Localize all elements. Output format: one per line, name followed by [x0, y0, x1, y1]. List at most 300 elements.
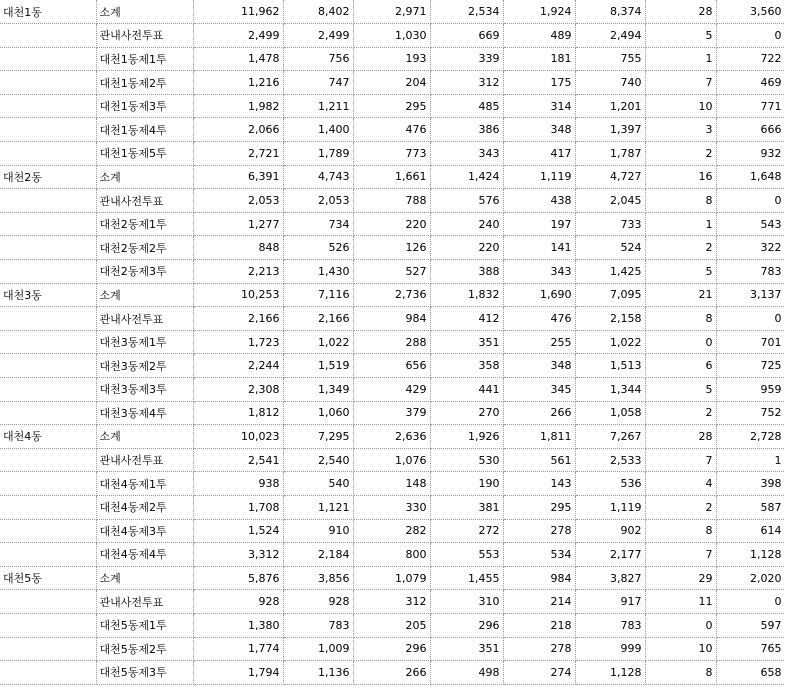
value-cell[interactable]: 2,213 — [193, 260, 283, 284]
district-cell[interactable] — [0, 519, 96, 543]
value-cell[interactable]: 756 — [283, 47, 353, 71]
value-cell[interactable]: 524 — [575, 236, 645, 260]
value-cell[interactable]: 0 — [716, 189, 785, 213]
value-cell[interactable]: 3,312 — [193, 543, 283, 567]
value-cell[interactable]: 1,060 — [283, 401, 353, 425]
value-cell[interactable]: 379 — [353, 401, 430, 425]
value-cell[interactable]: 1,648 — [716, 165, 785, 189]
value-cell[interactable]: 21 — [645, 283, 716, 307]
value-cell[interactable]: 296 — [430, 613, 503, 637]
value-cell[interactable]: 282 — [353, 519, 430, 543]
district-cell[interactable] — [0, 307, 96, 331]
value-cell[interactable]: 141 — [503, 236, 575, 260]
value-cell[interactable]: 312 — [353, 590, 430, 614]
poll-cell[interactable]: 대천1동제3투 — [96, 94, 193, 118]
district-cell[interactable]: 대천4동 — [0, 425, 96, 449]
district-cell[interactable] — [0, 189, 96, 213]
value-cell[interactable]: 765 — [716, 637, 785, 661]
value-cell[interactable]: 984 — [503, 566, 575, 590]
value-cell[interactable]: 553 — [430, 543, 503, 567]
value-cell[interactable]: 126 — [353, 236, 430, 260]
value-cell[interactable]: 2,499 — [283, 24, 353, 48]
value-cell[interactable]: 2,184 — [283, 543, 353, 567]
poll-cell[interactable]: 대천1동제5투 — [96, 142, 193, 166]
value-cell[interactable]: 1,519 — [283, 354, 353, 378]
value-cell[interactable]: 220 — [353, 212, 430, 236]
value-cell[interactable]: 917 — [575, 590, 645, 614]
value-cell[interactable]: 2,533 — [575, 448, 645, 472]
district-cell[interactable] — [0, 94, 96, 118]
value-cell[interactable]: 498 — [430, 661, 503, 685]
value-cell[interactable]: 10,253 — [193, 283, 283, 307]
value-cell[interactable]: 1,079 — [353, 566, 430, 590]
value-cell[interactable]: 10 — [645, 94, 716, 118]
poll-cell[interactable]: 대천3동제3투 — [96, 378, 193, 402]
value-cell[interactable]: 295 — [503, 495, 575, 519]
value-cell[interactable]: 3,137 — [716, 283, 785, 307]
value-cell[interactable]: 2,494 — [575, 24, 645, 48]
value-cell[interactable]: 2,066 — [193, 118, 283, 142]
value-cell[interactable]: 386 — [430, 118, 503, 142]
value-cell[interactable]: 783 — [283, 613, 353, 637]
value-cell[interactable]: 2,053 — [193, 189, 283, 213]
value-cell[interactable]: 266 — [353, 661, 430, 685]
poll-cell[interactable]: 소계 — [96, 165, 193, 189]
value-cell[interactable]: 1,128 — [575, 661, 645, 685]
value-cell[interactable]: 1,022 — [575, 330, 645, 354]
value-cell[interactable]: 788 — [353, 189, 430, 213]
value-cell[interactable]: 205 — [353, 613, 430, 637]
value-cell[interactable]: 773 — [353, 142, 430, 166]
district-cell[interactable] — [0, 47, 96, 71]
value-cell[interactable]: 0 — [645, 613, 716, 637]
value-cell[interactable]: 220 — [430, 236, 503, 260]
value-cell[interactable]: 7,116 — [283, 283, 353, 307]
value-cell[interactable]: 296 — [353, 637, 430, 661]
value-cell[interactable]: 1 — [645, 47, 716, 71]
value-cell[interactable]: 1,119 — [575, 495, 645, 519]
value-cell[interactable]: 1,787 — [575, 142, 645, 166]
value-cell[interactable]: 266 — [503, 401, 575, 425]
value-cell[interactable]: 485 — [430, 94, 503, 118]
value-cell[interactable]: 2 — [645, 236, 716, 260]
value-cell[interactable]: 1,794 — [193, 661, 283, 685]
value-cell[interactable]: 1,009 — [283, 637, 353, 661]
value-cell[interactable]: 1,201 — [575, 94, 645, 118]
district-cell[interactable] — [0, 354, 96, 378]
value-cell[interactable]: 959 — [716, 378, 785, 402]
value-cell[interactable]: 1,211 — [283, 94, 353, 118]
table-row — [0, 425, 785, 449]
district-cell[interactable] — [0, 637, 96, 661]
value-cell[interactable]: 536 — [575, 472, 645, 496]
value-cell[interactable]: 312 — [430, 71, 503, 95]
value-cell[interactable]: 29 — [645, 566, 716, 590]
value-cell[interactable]: 274 — [503, 661, 575, 685]
value-cell[interactable]: 2,308 — [193, 378, 283, 402]
value-cell[interactable]: 587 — [716, 495, 785, 519]
value-cell[interactable]: 6,391 — [193, 165, 283, 189]
value-cell[interactable]: 2 — [645, 495, 716, 519]
district-cell[interactable] — [0, 260, 96, 284]
value-cell[interactable]: 5 — [645, 378, 716, 402]
district-cell[interactable] — [0, 212, 96, 236]
value-cell[interactable]: 343 — [430, 142, 503, 166]
district-cell[interactable] — [0, 71, 96, 95]
value-cell[interactable]: 4,727 — [575, 165, 645, 189]
value-cell[interactable]: 2,534 — [430, 0, 503, 24]
value-cell[interactable]: 2,244 — [193, 354, 283, 378]
poll-cell[interactable]: 대천3동제1투 — [96, 330, 193, 354]
value-cell[interactable]: 240 — [430, 212, 503, 236]
value-cell[interactable]: 28 — [645, 425, 716, 449]
district-cell[interactable] — [0, 495, 96, 519]
value-cell[interactable]: 310 — [430, 590, 503, 614]
value-cell[interactable]: 476 — [503, 307, 575, 331]
value-cell[interactable]: 345 — [503, 378, 575, 402]
table-row — [0, 212, 785, 236]
value-cell[interactable]: 358 — [430, 354, 503, 378]
poll-cell[interactable]: 관내사전투표 — [96, 590, 193, 614]
value-cell[interactable]: 1,789 — [283, 142, 353, 166]
poll-cell[interactable]: 관내사전투표 — [96, 448, 193, 472]
value-cell[interactable]: 2,541 — [193, 448, 283, 472]
value-cell[interactable]: 1,513 — [575, 354, 645, 378]
value-cell[interactable]: 214 — [503, 590, 575, 614]
value-cell[interactable]: 197 — [503, 212, 575, 236]
value-cell[interactable]: 278 — [503, 519, 575, 543]
poll-cell[interactable]: 대천4동제2투 — [96, 495, 193, 519]
value-cell[interactable]: 1,690 — [503, 283, 575, 307]
value-cell[interactable]: 4 — [645, 472, 716, 496]
value-cell[interactable]: 597 — [716, 613, 785, 637]
value-cell[interactable]: 429 — [353, 378, 430, 402]
value-cell[interactable]: 0 — [716, 590, 785, 614]
value-cell[interactable]: 7,295 — [283, 425, 353, 449]
poll-cell[interactable]: 대천5동제3투 — [96, 661, 193, 685]
district-cell[interactable] — [0, 543, 96, 567]
value-cell[interactable]: 526 — [283, 236, 353, 260]
value-cell[interactable]: 16 — [645, 165, 716, 189]
value-cell[interactable]: 1,708 — [193, 495, 283, 519]
value-cell[interactable]: 2,728 — [716, 425, 785, 449]
value-cell[interactable]: 1,121 — [283, 495, 353, 519]
district-cell[interactable] — [0, 590, 96, 614]
district-cell[interactable]: 대천3동 — [0, 283, 96, 307]
value-cell[interactable]: 3,856 — [283, 566, 353, 590]
value-cell[interactable]: 3,560 — [716, 0, 785, 24]
value-cell[interactable]: 1,022 — [283, 330, 353, 354]
value-cell[interactable]: 2,166 — [283, 307, 353, 331]
value-cell[interactable]: 2,020 — [716, 566, 785, 590]
value-cell[interactable]: 0 — [716, 24, 785, 48]
value-cell[interactable]: 1 — [645, 212, 716, 236]
district-cell[interactable] — [0, 236, 96, 260]
value-cell[interactable]: 5 — [645, 260, 716, 284]
value-cell[interactable]: 1,812 — [193, 401, 283, 425]
value-cell[interactable]: 351 — [430, 637, 503, 661]
value-cell[interactable]: 8 — [645, 519, 716, 543]
district-cell[interactable] — [0, 613, 96, 637]
value-cell[interactable]: 8,402 — [283, 0, 353, 24]
value-cell[interactable]: 28 — [645, 0, 716, 24]
value-cell[interactable]: 755 — [575, 47, 645, 71]
poll-cell[interactable]: 관내사전투표 — [96, 24, 193, 48]
poll-cell[interactable]: 대천2동제3투 — [96, 260, 193, 284]
value-cell[interactable]: 330 — [353, 495, 430, 519]
value-cell[interactable]: 388 — [430, 260, 503, 284]
table-row — [0, 142, 785, 166]
value-cell[interactable]: 614 — [716, 519, 785, 543]
value-cell[interactable]: 2,736 — [353, 283, 430, 307]
value-cell[interactable]: 441 — [430, 378, 503, 402]
district-cell[interactable]: 대천1동 — [0, 0, 96, 24]
value-cell[interactable]: 669 — [430, 24, 503, 48]
value-cell[interactable]: 412 — [430, 307, 503, 331]
value-cell[interactable]: 2,721 — [193, 142, 283, 166]
value-cell[interactable]: 1 — [716, 448, 785, 472]
value-cell[interactable]: 7,267 — [575, 425, 645, 449]
value-cell[interactable]: 272 — [430, 519, 503, 543]
value-cell[interactable]: 278 — [503, 637, 575, 661]
value-cell[interactable]: 2,158 — [575, 307, 645, 331]
value-cell[interactable]: 576 — [430, 189, 503, 213]
value-cell[interactable]: 288 — [353, 330, 430, 354]
value-cell[interactable]: 848 — [193, 236, 283, 260]
district-cell[interactable] — [0, 401, 96, 425]
value-cell[interactable]: 270 — [430, 401, 503, 425]
poll-cell[interactable]: 대천4동제1투 — [96, 472, 193, 496]
value-cell[interactable]: 2,166 — [193, 307, 283, 331]
value-cell[interactable]: 7,095 — [575, 283, 645, 307]
value-cell[interactable]: 902 — [575, 519, 645, 543]
district-cell[interactable] — [0, 448, 96, 472]
value-cell[interactable]: 348 — [503, 354, 575, 378]
value-cell[interactable]: 11 — [645, 590, 716, 614]
poll-cell[interactable]: 대천1동제1투 — [96, 47, 193, 71]
district-cell[interactable] — [0, 378, 96, 402]
value-cell[interactable]: 1,924 — [503, 0, 575, 24]
value-cell[interactable]: 8 — [645, 189, 716, 213]
value-cell[interactable]: 1,397 — [575, 118, 645, 142]
value-cell[interactable]: 175 — [503, 71, 575, 95]
value-cell[interactable]: 8,374 — [575, 0, 645, 24]
value-cell[interactable]: 469 — [716, 71, 785, 95]
value-cell[interactable]: 1,344 — [575, 378, 645, 402]
value-cell[interactable]: 218 — [503, 613, 575, 637]
value-cell[interactable]: 800 — [353, 543, 430, 567]
poll-cell[interactable]: 대천5동제1투 — [96, 613, 193, 637]
value-cell[interactable]: 999 — [575, 637, 645, 661]
value-cell[interactable]: 6 — [645, 354, 716, 378]
value-cell[interactable]: 1,424 — [430, 165, 503, 189]
value-cell[interactable]: 314 — [503, 94, 575, 118]
value-cell[interactable]: 148 — [353, 472, 430, 496]
value-cell[interactable]: 348 — [503, 118, 575, 142]
poll-cell[interactable]: 관내사전투표 — [96, 189, 193, 213]
value-cell[interactable]: 10 — [645, 637, 716, 661]
district-cell[interactable]: 대천5동 — [0, 566, 96, 590]
district-cell[interactable] — [0, 24, 96, 48]
value-cell[interactable]: 530 — [430, 448, 503, 472]
value-cell[interactable]: 7 — [645, 71, 716, 95]
value-cell[interactable]: 725 — [716, 354, 785, 378]
value-cell[interactable]: 204 — [353, 71, 430, 95]
value-cell[interactable]: 476 — [353, 118, 430, 142]
value-cell[interactable]: 5 — [645, 24, 716, 48]
value-cell[interactable]: 2,045 — [575, 189, 645, 213]
value-cell[interactable]: 910 — [283, 519, 353, 543]
table-row — [0, 472, 785, 496]
value-cell[interactable]: 2,540 — [283, 448, 353, 472]
value-cell[interactable]: 1,128 — [716, 543, 785, 567]
value-cell[interactable]: 932 — [716, 142, 785, 166]
value-cell[interactable]: 527 — [353, 260, 430, 284]
value-cell[interactable]: 3,827 — [575, 566, 645, 590]
value-cell[interactable]: 2,971 — [353, 0, 430, 24]
value-cell[interactable]: 1,425 — [575, 260, 645, 284]
poll-cell[interactable]: 소계 — [96, 425, 193, 449]
value-cell[interactable]: 1,430 — [283, 260, 353, 284]
value-cell[interactable]: 928 — [193, 590, 283, 614]
value-cell[interactable]: 1,058 — [575, 401, 645, 425]
value-cell[interactable]: 1,661 — [353, 165, 430, 189]
value-cell[interactable]: 143 — [503, 472, 575, 496]
table-row — [0, 661, 785, 685]
value-cell[interactable]: 181 — [503, 47, 575, 71]
poll-cell[interactable]: 대천1동제2투 — [96, 71, 193, 95]
poll-cell[interactable]: 관내사전투표 — [96, 307, 193, 331]
value-cell[interactable]: 190 — [430, 472, 503, 496]
value-cell[interactable]: 1,136 — [283, 661, 353, 685]
value-cell[interactable]: 1,455 — [430, 566, 503, 590]
value-cell[interactable]: 0 — [645, 330, 716, 354]
value-cell[interactable]: 783 — [575, 613, 645, 637]
value-cell[interactable]: 540 — [283, 472, 353, 496]
value-cell[interactable]: 5,876 — [193, 566, 283, 590]
value-cell[interactable]: 658 — [716, 661, 785, 685]
value-cell[interactable]: 193 — [353, 47, 430, 71]
poll-cell[interactable]: 대천2동제1투 — [96, 212, 193, 236]
value-cell[interactable]: 2,053 — [283, 189, 353, 213]
value-cell[interactable]: 489 — [503, 24, 575, 48]
value-cell[interactable]: 928 — [283, 590, 353, 614]
value-cell[interactable]: 534 — [503, 543, 575, 567]
value-cell[interactable]: 984 — [353, 307, 430, 331]
poll-cell[interactable]: 대천5동제2투 — [96, 637, 193, 661]
value-cell[interactable]: 1,030 — [353, 24, 430, 48]
district-cell[interactable] — [0, 142, 96, 166]
poll-cell[interactable]: 소계 — [96, 566, 193, 590]
value-cell[interactable]: 747 — [283, 71, 353, 95]
value-cell[interactable]: 734 — [283, 212, 353, 236]
value-cell[interactable]: 1,926 — [430, 425, 503, 449]
value-cell[interactable]: 1,380 — [193, 613, 283, 637]
district-cell[interactable] — [0, 330, 96, 354]
poll-cell[interactable]: 대천2동제2투 — [96, 236, 193, 260]
value-cell[interactable]: 938 — [193, 472, 283, 496]
value-cell[interactable]: 2,636 — [353, 425, 430, 449]
value-cell[interactable]: 322 — [716, 236, 785, 260]
poll-cell[interactable]: 소계 — [96, 0, 193, 24]
table-row — [0, 566, 785, 590]
value-cell[interactable]: 4,743 — [283, 165, 353, 189]
poll-cell[interactable]: 대천3동제2투 — [96, 354, 193, 378]
value-cell[interactable]: 1,832 — [430, 283, 503, 307]
table-row — [0, 47, 785, 71]
value-cell[interactable]: 2,499 — [193, 24, 283, 48]
value-cell[interactable]: 1,478 — [193, 47, 283, 71]
value-cell[interactable]: 1,774 — [193, 637, 283, 661]
district-cell[interactable] — [0, 661, 96, 685]
value-cell[interactable]: 351 — [430, 330, 503, 354]
value-cell[interactable]: 1,216 — [193, 71, 283, 95]
table-row — [0, 543, 785, 567]
value-cell[interactable]: 2 — [645, 142, 716, 166]
value-cell[interactable]: 339 — [430, 47, 503, 71]
value-cell[interactable]: 771 — [716, 94, 785, 118]
value-cell[interactable]: 1,811 — [503, 425, 575, 449]
table-row — [0, 189, 785, 213]
district-cell[interactable] — [0, 118, 96, 142]
value-cell[interactable]: 1,524 — [193, 519, 283, 543]
value-cell[interactable]: 381 — [430, 495, 503, 519]
district-cell[interactable] — [0, 472, 96, 496]
value-cell[interactable]: 1,119 — [503, 165, 575, 189]
district-cell[interactable]: 대천2동 — [0, 165, 96, 189]
value-cell[interactable]: 1,400 — [283, 118, 353, 142]
value-cell[interactable]: 7 — [645, 543, 716, 567]
value-cell[interactable]: 543 — [716, 212, 785, 236]
value-cell[interactable]: 8 — [645, 307, 716, 331]
value-cell[interactable]: 656 — [353, 354, 430, 378]
poll-cell[interactable]: 대천3동제4투 — [96, 401, 193, 425]
value-cell[interactable]: 8 — [645, 661, 716, 685]
value-cell[interactable]: 343 — [503, 260, 575, 284]
value-cell[interactable]: 666 — [716, 118, 785, 142]
poll-cell[interactable]: 대천4동제3투 — [96, 519, 193, 543]
value-cell[interactable]: 0 — [716, 307, 785, 331]
value-cell[interactable]: 255 — [503, 330, 575, 354]
value-cell[interactable]: 1,723 — [193, 330, 283, 354]
value-cell[interactable]: 740 — [575, 71, 645, 95]
value-cell[interactable]: 783 — [716, 260, 785, 284]
value-cell[interactable]: 1,277 — [193, 212, 283, 236]
value-cell[interactable]: 10,023 — [193, 425, 283, 449]
value-cell[interactable]: 398 — [716, 472, 785, 496]
value-cell[interactable]: 561 — [503, 448, 575, 472]
value-cell[interactable]: 1,349 — [283, 378, 353, 402]
poll-cell[interactable]: 대천4동제4투 — [96, 543, 193, 567]
poll-cell[interactable]: 대천1동제4투 — [96, 118, 193, 142]
value-cell[interactable]: 295 — [353, 94, 430, 118]
value-cell[interactable]: 701 — [716, 330, 785, 354]
poll-cell[interactable]: 소계 — [96, 283, 193, 307]
value-cell[interactable]: 733 — [575, 212, 645, 236]
table-row — [0, 590, 785, 614]
value-cell[interactable]: 438 — [503, 189, 575, 213]
value-cell[interactable]: 2 — [645, 401, 716, 425]
value-cell[interactable]: 417 — [503, 142, 575, 166]
value-cell[interactable]: 1,982 — [193, 94, 283, 118]
value-cell[interactable]: 2,177 — [575, 543, 645, 567]
value-cell[interactable]: 722 — [716, 47, 785, 71]
value-cell[interactable]: 752 — [716, 401, 785, 425]
value-cell[interactable]: 3 — [645, 118, 716, 142]
value-cell[interactable]: 1,076 — [353, 448, 430, 472]
value-cell[interactable]: 7 — [645, 448, 716, 472]
value-cell[interactable]: 11,962 — [193, 0, 283, 24]
